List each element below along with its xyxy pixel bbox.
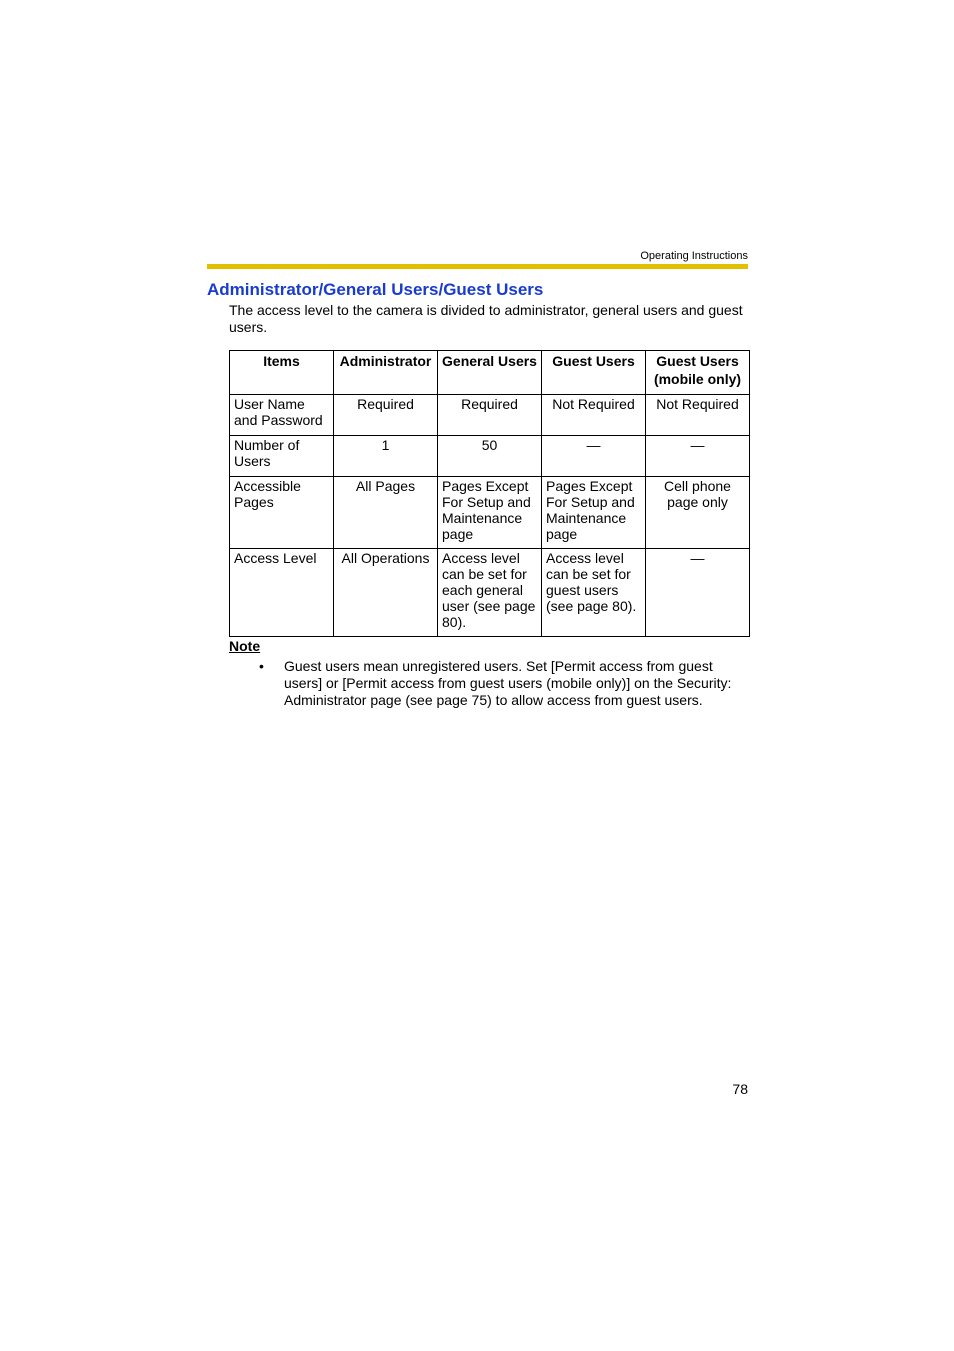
header-items: Items [230,351,334,395]
table-cell: Pages Except For Setup and Maintenance page [542,477,646,549]
table-row [230,477,750,549]
header-general-users: General Users [438,351,542,395]
note-text: Guest users mean unregistered users. Set [Permit access from guest users] or [Permit access from guest users (mobile only)] on the Security: Administrator page (see page 75) to allow access from guest users. [284,658,732,708]
table-cell: Access Level [230,549,334,637]
table-cell: Access level can be set for each general user (see page 80). [438,549,542,637]
note-label: Note [229,638,261,654]
table-cell: — [646,549,750,637]
table-cell: Accessible Pages [230,477,334,549]
table-cell: Pages Except For Setup and Maintenance page [438,477,542,549]
table-cell: Not Required [646,395,750,436]
table-row [230,436,750,477]
table-cell: — [542,436,646,477]
table-cell: — [646,436,750,477]
section-title: Administrator/General Users/Guest Users [207,280,544,299]
table-header-row [230,351,750,395]
header-guest-users: Guest Users [542,351,646,395]
header-administrator: Administrator [334,351,438,395]
table-cell: Number of Users [230,436,334,477]
table-cell: Required [334,395,438,436]
header-guest-users-mobile: Guest Users (mobile only) [646,351,750,395]
running-header: Operating Instructions [640,250,748,262]
bullet-icon: • [259,658,264,674]
table-cell: Required [438,395,542,436]
table-cell: User Name and Password [230,395,334,436]
table-cell: Not Required [542,395,646,436]
table-cell: Access level can be set for guest users (see page 80). [542,549,646,637]
table-row [230,395,750,436]
table-cell: 50 [438,436,542,477]
intro-paragraph: The access level to the camera is divided to administrator, general users and guest users. [229,302,743,335]
table-cell: 1 [334,436,438,477]
table-cell: Cell phone page only [646,477,750,549]
table-cell: All Operations [334,549,438,637]
page-number: 78 [732,1081,748,1097]
table-cell: All Pages [334,477,438,549]
header-rule [207,264,748,269]
access-level-table [229,350,750,637]
table-row [230,549,750,637]
